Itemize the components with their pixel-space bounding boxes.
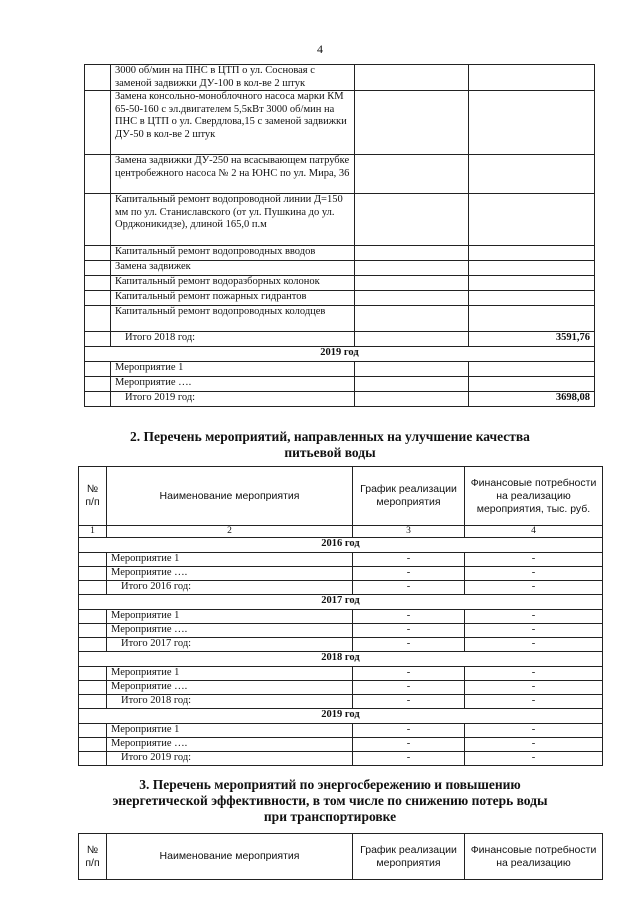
total-value: 3591,76 <box>469 332 595 347</box>
schedule-value: - <box>353 553 465 567</box>
measure-name: Капитальный ремонт водопроводных колодцев <box>111 306 355 332</box>
measure-name: Мероприятие …. <box>107 624 353 638</box>
measure-name: Мероприятие 1 <box>107 724 353 738</box>
year-row <box>79 538 603 553</box>
measure-name: Мероприятие 1 <box>107 610 353 624</box>
table-row <box>85 261 595 276</box>
total-label: Итого 2019 год: <box>107 752 353 766</box>
measure-name: Мероприятие …. <box>107 681 353 695</box>
total-label: Итого 2018 год: <box>107 695 353 709</box>
section-2-title: 2. Перечень мероприятий, направленных на улучшение качества питьевой воды <box>130 429 530 460</box>
schedule-value: - <box>353 724 465 738</box>
total-row <box>85 392 595 407</box>
measure-name: Капитальный ремонт водопроводных вводов <box>111 246 355 261</box>
header-schedule: График реализации мероприятия <box>353 467 465 526</box>
table-row <box>85 155 595 194</box>
measure-name: Замена консольно-моноблочного насоса марки КМ 65-50-160 с эл.двигателем 5,5кВт 3000 об/мин на ПНС в ЦТП о ул. Свердлова,15 с заменой задвижки ДУ-50 в кол-ве 2 штук <box>111 91 355 155</box>
table-row <box>85 291 595 306</box>
total-label: Итого 2018 год: <box>111 332 355 347</box>
measure-name: Мероприятие …. <box>107 738 353 752</box>
measure-name: 3000 об/мин на ПНС в ЦТП о ул. Сосновая с заменой задвижки ДУ-100 в кол-ве 2 штук <box>111 65 355 91</box>
schedule-value: - <box>353 667 465 681</box>
finance-value: - <box>465 738 603 752</box>
year-label: 2019 год <box>79 709 603 724</box>
page-number: 4 <box>317 42 323 56</box>
finance-value: - <box>465 695 603 709</box>
header-name: Наименование мероприятия <box>107 467 353 526</box>
header-finance: Финансовые потребности на реализацию мероприятия, тыс. руб. <box>465 467 603 526</box>
year-row <box>79 595 603 610</box>
table-row <box>85 276 595 291</box>
header-number: № п/п <box>79 467 107 526</box>
finance-value: - <box>465 567 603 581</box>
total-row <box>79 752 603 766</box>
finance-value: - <box>465 581 603 595</box>
measure-name: Мероприятие 1 <box>107 667 353 681</box>
table-row <box>85 362 595 377</box>
schedule-value: - <box>353 738 465 752</box>
table-row <box>85 377 595 392</box>
table-row <box>85 91 595 155</box>
energy-saving-table <box>78 833 603 880</box>
year-row <box>79 709 603 724</box>
measures-table-continued <box>84 64 595 407</box>
measure-name: Замена задвижки ДУ-250 на всасывающем патрубке центробежного насоса № 2 на ЮНС по ул. Мира, 36 <box>111 155 355 194</box>
schedule-value: - <box>353 610 465 624</box>
year-label: 2019 год <box>85 347 595 362</box>
table-header <box>79 467 603 526</box>
table-header <box>79 834 603 880</box>
table-row <box>79 553 603 567</box>
measure-name: Капитальный ремонт пожарных гидрантов <box>111 291 355 306</box>
table-row <box>79 567 603 581</box>
total-row <box>79 581 603 595</box>
header-name: Наименование мероприятия <box>107 834 353 880</box>
schedule-value: - <box>353 681 465 695</box>
measure-name: Капитальный ремонт водоразборных колонок <box>111 276 355 291</box>
finance-value: - <box>465 724 603 738</box>
finance-value: - <box>465 638 603 652</box>
table-row <box>85 306 595 332</box>
measure-name: Мероприятие …. <box>111 377 355 392</box>
schedule-value: - <box>353 624 465 638</box>
total-label: Итого 2016 год: <box>107 581 353 595</box>
water-quality-table <box>78 466 603 766</box>
header-schedule: График реализации мероприятия <box>353 834 465 880</box>
schedule-value: - <box>353 752 465 766</box>
finance-value: - <box>465 681 603 695</box>
total-row <box>85 332 595 347</box>
year-label: 2016 год <box>79 538 603 553</box>
table-row <box>79 610 603 624</box>
table-row <box>85 194 595 246</box>
year-label: 2017 год <box>79 595 603 610</box>
finance-value: - <box>465 610 603 624</box>
finance-value: - <box>465 624 603 638</box>
measure-name: Капитальный ремонт водопроводной линии Д=150 мм по ул. Станиславского (от ул. Пушкина до ул. Орджоникидзе), длиной 165,0 п.м <box>111 194 355 246</box>
table-row <box>85 246 595 261</box>
measure-name: Мероприятие …. <box>107 567 353 581</box>
table-row <box>79 738 603 752</box>
table-row <box>85 65 595 91</box>
column-numbers-row: 1 2 3 4 <box>79 526 603 538</box>
finance-value: - <box>465 667 603 681</box>
year-row <box>79 652 603 667</box>
measure-name: Замена задвижек <box>111 261 355 276</box>
table-row <box>79 624 603 638</box>
table-row <box>79 667 603 681</box>
total-row <box>79 638 603 652</box>
schedule-value: - <box>353 695 465 709</box>
schedule-value: - <box>353 638 465 652</box>
table-row <box>79 681 603 695</box>
finance-value: - <box>465 553 603 567</box>
measure-name: Мероприятие 1 <box>111 362 355 377</box>
header-number: № п/п <box>79 834 107 880</box>
total-label: Итого 2017 год: <box>107 638 353 652</box>
total-row <box>79 695 603 709</box>
total-label: Итого 2019 год: <box>111 392 355 407</box>
year-row <box>85 347 595 362</box>
schedule-value: - <box>353 581 465 595</box>
year-label: 2018 год <box>79 652 603 667</box>
measure-name: Мероприятие 1 <box>107 553 353 567</box>
table-row <box>79 724 603 738</box>
section-3-title: 3. Перечень мероприятий по энергосбережению и повышению энергетической эффективности, в том числе по снижению потерь воды при транспортировке <box>112 777 548 824</box>
total-value: 3698,08 <box>469 392 595 407</box>
schedule-value: - <box>353 567 465 581</box>
header-finance: Финансовые потребности на реализацию <box>465 834 603 880</box>
finance-value: - <box>465 752 603 766</box>
